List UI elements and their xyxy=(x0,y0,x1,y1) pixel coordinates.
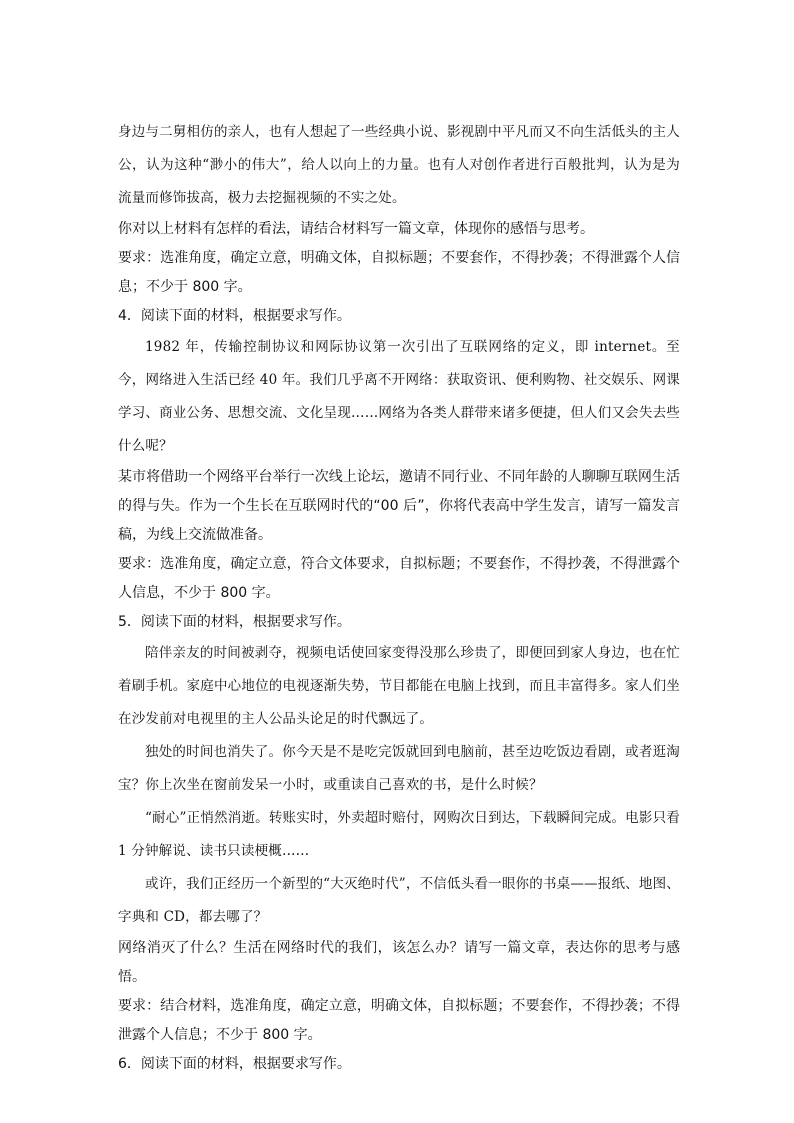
q4-material: 1982 年，传输控制协议和网际协议第一次引出了互联网络的定义，即 internet。至今，网络进入生活已经 40 年。我们几乎离不开网络：获取资讯、便利购物、社交娱乐、网课学习、商业公务、思想交流、文化呈现……网络为各类人群带来诸多便捷，但人们又会失去些什么呢？ xyxy=(118,339,680,454)
q5-paragraph-3: “耐心”正悄然消逝。转账实时，外卖超时赔付，网购次日到达，下载瞬间完成。电影只看 1 分钟解说、读书只读梗概…… xyxy=(118,810,680,859)
q5-prompt: 网络消灭了什么？生活在网络时代的我们，该怎么办？请写一篇文章，表达你的思考与感悟。 xyxy=(118,940,680,985)
q5-paragraph-2: 独处的时间也消失了。你今天是不是吃完饭就回到电脑前，甚至边吃饭边看剧，或者逛淘宝？你上次坐在窗前发呆一小时，或重读自己喜欢的书，是什么时候？ xyxy=(118,744,680,793)
q6-heading: 6．阅读下面的材料，根据要求写作。 xyxy=(118,1056,351,1072)
q4-prompt: 某市将借助一个网络平台举行一次线上论坛，邀请不同行业、不同年龄的人聊聊互联网生活的得与失。作为一个生长在互联网时代的“00 后”，你将代表高中学生发言，请写一篇发言稿，为线上交流做准备。 xyxy=(118,469,680,543)
q4-heading: 4．阅读下面的材料，根据要求写作。 xyxy=(118,308,351,324)
document-page xyxy=(118,116,680,1079)
q3-requirements: 要求：选准角度，确定立意，明确文体，自拟标题；不要套作，不得抄袭；不得泄露个人信息；不少于 800 字。 xyxy=(118,250,680,295)
q5-heading: 5．阅读下面的材料，根据要求写作。 xyxy=(118,614,351,630)
q4-requirements: 要求：选准角度，确定立意，符合文体要求，自拟标题；不要套作，不得抄袭，不得泄露个人信息，不少于 800 字。 xyxy=(118,556,680,601)
q5-requirements: 要求：结合材料，选准角度，确定立意，明确文体，自拟标题；不要套作，不得抄袭；不得泄露个人信息；不少于 800 字。 xyxy=(118,998,680,1043)
q3-prompt: 你对以上材料有怎样的看法，请结合材料写一篇文章，体现你的感悟与思考。 xyxy=(118,221,594,237)
q5-paragraph-4: 或许，我们正经历一个新型的“大灭绝时代”，不信低头看一眼你的书桌——报纸、地图、字典和 CD，都去哪了？ xyxy=(118,876,680,925)
q3-material-tail: 身边与二舅相仿的亲人，也有人想起了一些经典小说、影视剧中平凡而又不向生活低头的主人公，认为这种“渺小的伟大”，给人以向上的力量。也有人对创作者进行百般批判，认为是为流量而修饰拔高，极力去挖掘视频的不实之处。 xyxy=(118,124,680,206)
q5-paragraph-1: 陪伴亲友的时间被剥夺，视频电话使回家变得没那么珍贵了，即便回到家人身边，也在忙着刷手机。家庭中心地位的电视逐渐失势，节目都能在电脑上找到，而且丰富得多。家人们坐在沙发前对电视里的主人公品头论足的时代飘远了。 xyxy=(118,645,680,727)
